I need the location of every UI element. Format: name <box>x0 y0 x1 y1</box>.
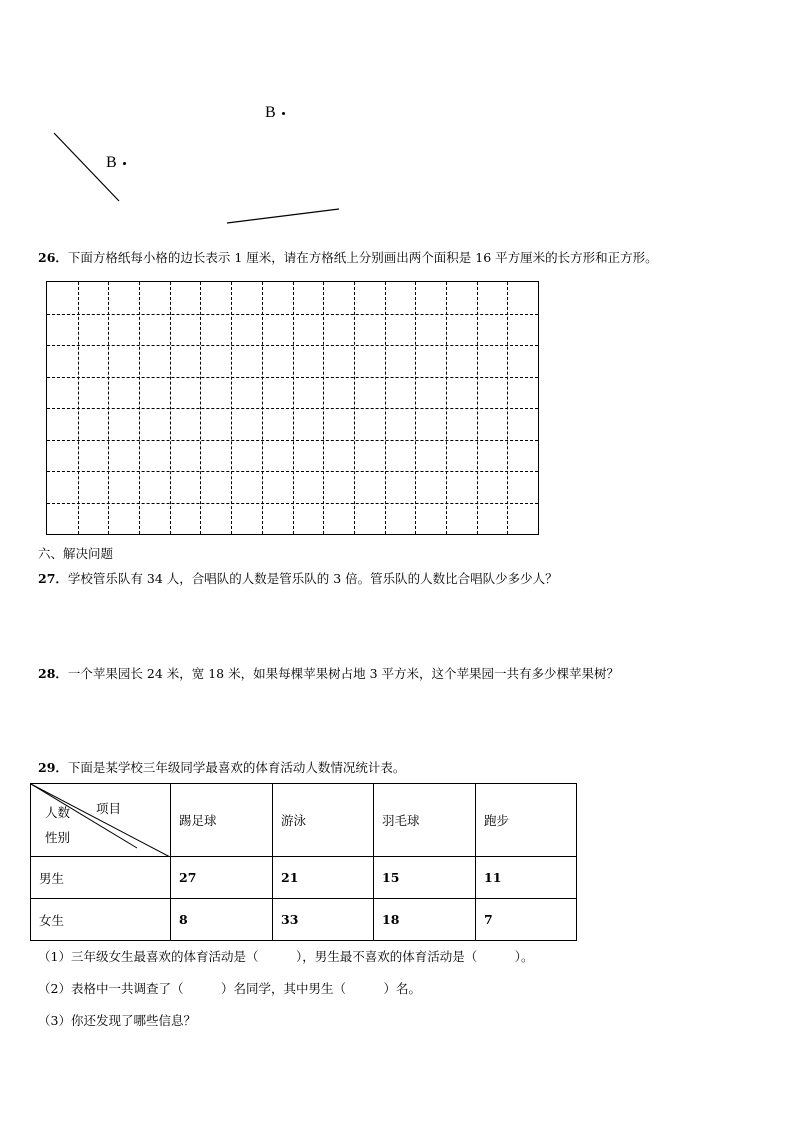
header-project-label: 项目 <box>96 801 122 816</box>
grid-line-horizontal <box>47 471 538 472</box>
sub-question-3: （3）你还发现了哪些信息？ <box>38 1013 196 1028</box>
question-number: 29． <box>38 760 68 775</box>
question-text: 下面方格纸每小格的边长表示 1 厘米，请在方格纸上分别画出两个面积是 16 平方厘米的长方形和正方形。 <box>67 250 658 265</box>
column-header: 羽毛球 <box>374 784 476 857</box>
question-number: 27． <box>38 571 68 586</box>
table-cell: 15 <box>374 857 476 899</box>
point-label: B <box>106 154 117 171</box>
grid-line-horizontal <box>47 503 538 504</box>
point-dot <box>282 112 285 115</box>
table-cell: 18 <box>374 899 476 941</box>
question-text: 一个苹果园长 24 米，宽 18 米，如果每棵苹果树占地 3 平方米，这个苹果园一共有多少棵苹果树？ <box>67 666 620 681</box>
grid-line-horizontal <box>47 440 538 441</box>
table-cell: 27 <box>171 857 273 899</box>
geometry-figure <box>0 0 794 240</box>
question-text: 下面是某学校三年级同学最喜欢的体育活动人数情况统计表。 <box>67 760 406 775</box>
grid-line-horizontal <box>47 408 538 409</box>
row-label: 男生 <box>31 857 171 899</box>
line-segment-bottom <box>227 209 339 223</box>
diagonal-header-cell <box>31 784 171 857</box>
question-number: 28． <box>38 666 68 681</box>
table-cell: 21 <box>273 857 374 899</box>
point-b-left <box>106 154 126 172</box>
question-text: 学校管乐队有 34 人，合唱队的人数是管乐队的 3 倍。管乐队的人数比合唱队少多少人？ <box>67 571 558 586</box>
table-cell: 33 <box>273 899 374 941</box>
point-label: B <box>265 104 276 121</box>
statistics-table <box>30 783 577 941</box>
question-27 <box>38 571 558 587</box>
point-b-top <box>265 104 285 122</box>
table-cell: 11 <box>476 857 577 899</box>
sub-question-2: （2）表格中一共调查了（ ）名同学，其中男生（ ）名。 <box>38 981 421 996</box>
question-28 <box>38 666 619 682</box>
table-row <box>31 899 577 941</box>
column-header: 游泳 <box>273 784 374 857</box>
sub-question-1: （1）三年级女生最喜欢的体育活动是（ ），男生最不喜欢的体育活动是（ ）。 <box>38 949 534 964</box>
header-count-label: 人数 <box>45 805 71 820</box>
grid-line-horizontal <box>47 314 538 315</box>
grid-line-horizontal <box>47 345 538 346</box>
question-26 <box>38 250 658 266</box>
question-29 <box>38 760 405 776</box>
point-dot <box>123 162 126 165</box>
table-cell: 8 <box>171 899 273 941</box>
column-header: 踢足球 <box>171 784 273 857</box>
grid-line-horizontal <box>47 377 538 378</box>
table-row <box>31 857 577 899</box>
header-gender-label: 性别 <box>45 830 71 845</box>
row-label: 女生 <box>31 899 171 941</box>
table-header-row <box>31 784 577 857</box>
section-title: 六、解决问题 <box>38 546 114 561</box>
column-header: 跑步 <box>476 784 577 857</box>
grid-paper[interactable] <box>46 281 539 535</box>
question-number: 26． <box>38 250 68 265</box>
table-cell: 7 <box>476 899 577 941</box>
